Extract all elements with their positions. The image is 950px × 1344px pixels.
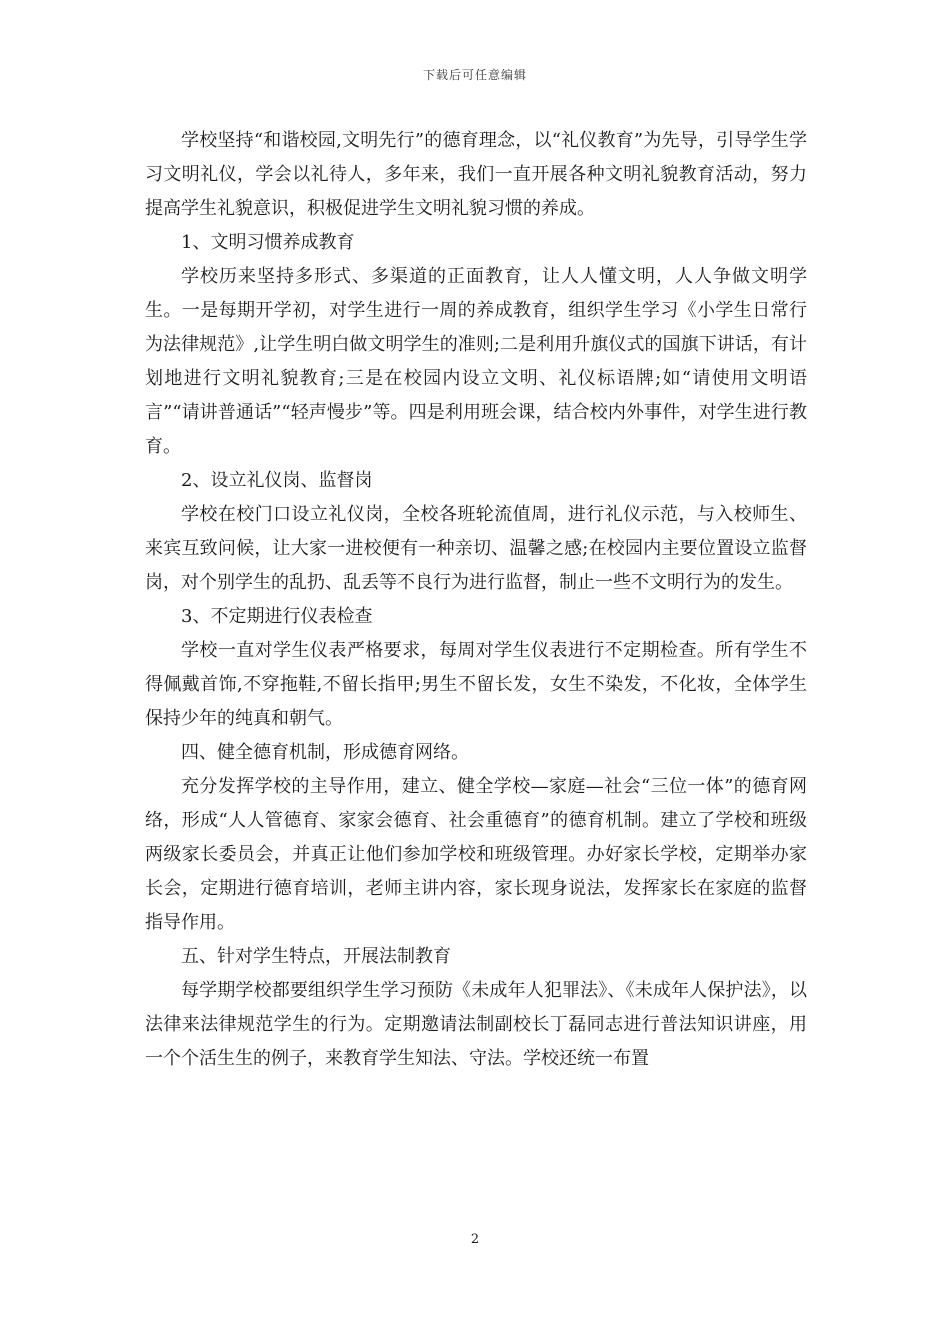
section-heading-appearance-check: 3、不定期进行仪表检查 <box>181 606 373 627</box>
paragraph-moral-mechanism: 充分发挥学校的主导作用，建立、健全学校—家庭—社会“三位一体”的德育网络，形成“人人管德育、家家会德育、社会重德育”的德育机制。建立了学校和班级两级家长委员会，并真正让他们参加学校和班级管理。办好家长学校，定期举办家长会，定期进行德育培训，老师主讲内容，家长现身说法，发挥家长在家庭的监督指导作用。 <box>145 776 807 933</box>
intro-paragraph: 学校坚持“和谐校园,文明先行”的德育理念，以“礼仪教育”为先导，引导学生学习文明礼仪，学会以礼待人，多年来，我们一直开展各种文明礼貌教育活动，努力提高学生礼貌意识，积极促进学生文明礼貌习惯的养成。 <box>145 130 807 219</box>
paragraph-civilized-habits: 学校历来坚持多形式、多渠道的正面教育，让人人懂文明，人人争做文明学生。一是每期开学初，对学生进行一周的养成教育，组织学生学习《小学生日常行为法律规范》,让学生明白做文明学生的准则;二是利用升旗仪式的国旗下讲话，有计划地进行文明礼貌教育;三是在校园内设立文明、礼仪标语牌;如“请使用文明语言”“请讲普通话”“轻声慢步”等。四是利用班会课，结合校内外事件，对学生进行教育。 <box>145 266 807 457</box>
page-number: 2 <box>470 1232 480 1247</box>
section-heading-civilized-habits: 1、文明习惯养成教育 <box>181 232 355 253</box>
paragraph-etiquette-posts: 学校在校门口设立礼仪岗，全校各班轮流值周，进行礼仪示范，与入校师生、来宾互致问候，让大家一进校便有一种亲切、温馨之感;在校园内主要位置设立监督岗，对个别学生的乱扔、乱丢等不良行为进行监督，制止一些不文明行为的发生。 <box>145 504 807 593</box>
paragraph-legal-education: 每学期学校都要组织学生学习预防《未成年人犯罪法》、《未成年人保护法》，以法律来法律规范学生的行为。定期邀请法制副校长丁磊同志进行普法知识讲座，用一个个活生生的例子，来教育学生知法、守法。学校还统一布置 <box>145 980 807 1069</box>
document-body <box>145 124 807 1076</box>
section-heading-moral-mechanism: 四、健全德育机制，形成德育网络。 <box>181 742 469 763</box>
paragraph-appearance-check: 学校一直对学生仪表严格要求，每周对学生仪表进行不定期检查。所有学生不得佩戴首饰,不穿拖鞋,不留长指甲;男生不留长发，女生不染发，不化妆，全体学生保持少年的纯真和朝气。 <box>145 640 807 729</box>
section-heading-legal-education: 五、针对学生特点，开展法制教育 <box>181 946 451 967</box>
page-header-note: 下载后可任意编辑 <box>422 68 527 82</box>
section-heading-etiquette-posts: 2、设立礼仪岗、监督岗 <box>181 470 373 491</box>
